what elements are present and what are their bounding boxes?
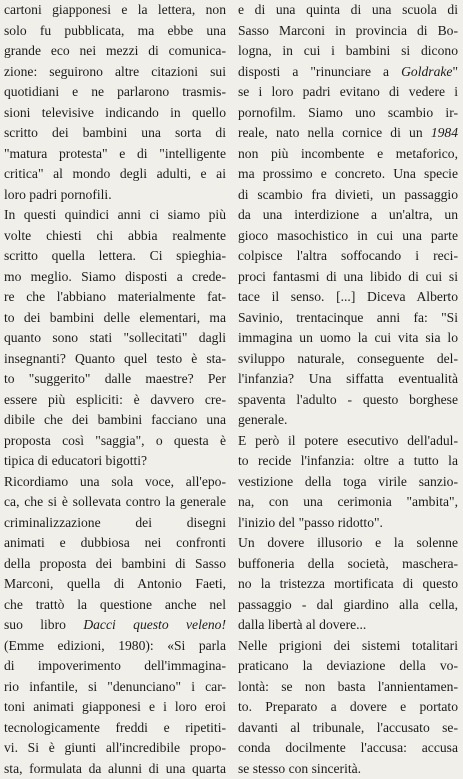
- text-line: da una interdizione a un'altra, un: [238, 205, 458, 226]
- text-line: insegnanti? Quanto quel testo è sta-: [4, 349, 226, 370]
- text-line: critica" al mondo degli adulti, e ai: [4, 164, 226, 185]
- text-line: l'infanzia? Una siffatta eventualità: [238, 369, 458, 390]
- text-line: sta, formulata da alunni di una quarta: [4, 759, 226, 779]
- right-text-column: [238, 0, 458, 779]
- text-line: cartoni giapponesi e la lettera, non: [4, 0, 226, 21]
- text-line: tipica di educatori bigotti?: [4, 451, 226, 472]
- text-line: mo meglio. Siamo disposti a crede-: [4, 267, 226, 288]
- text-line: Nelle prigioni dei sistemi totalitari: [238, 636, 458, 657]
- text-line: "matura protesta" e di "intelligente: [4, 144, 226, 165]
- text-line: vi. Si è giunti all'incredibile propo-: [4, 738, 226, 759]
- text-line: to recide l'infanzia: oltre a tutto la: [238, 451, 458, 472]
- text-line: reale, nato nella cornice di un 1984: [238, 123, 458, 144]
- text-line: criminalizzazione dei disegni: [4, 513, 226, 534]
- text-line: na, con una cerimonia "ambita",: [238, 492, 458, 513]
- text-line: loro padri pornofili.: [4, 185, 226, 206]
- text-line: dibile che dei bambini facciano una: [4, 410, 226, 431]
- text-line: logna, in cui i bambini si dicono: [238, 41, 458, 62]
- text-line: Ricordiamo una sola voce, all'epo-: [4, 472, 226, 493]
- text-line: essere più espliciti: è davvero cre-: [4, 390, 226, 411]
- text-line: animati e dubbiosa nei confronti: [4, 533, 226, 554]
- text-line: tecnologicamente freddi e ripetiti-: [4, 718, 226, 739]
- text-line: spaventa l'adulto - questo borghese: [238, 390, 458, 411]
- text-line: conda docilmente l'accusa: accusa: [238, 738, 458, 759]
- text-line: praticano la deviazione della vo-: [238, 656, 458, 677]
- text-line: grande eco nei mezzi di comunica-: [4, 41, 226, 62]
- text-line: proci fantasmi di una libido di cui si: [238, 267, 458, 288]
- text-line: dalla libertà al dovere...: [238, 615, 458, 636]
- text-line: pornofilm. Siamo uno scambio ir-: [238, 103, 458, 124]
- text-line: to "suggerito" dalle maestre? Per: [4, 369, 226, 390]
- text-line: disposti a "rinunciare a Goldrake": [238, 62, 458, 83]
- text-line: gioco masochistico in cui una parte: [238, 226, 458, 247]
- text-line: scritto quella lettera. Ci spieghia-: [4, 246, 226, 267]
- text-line: tace il senso. [...] Diceva Alberto: [238, 287, 458, 308]
- text-line: di impoverimento dell'immagina-: [4, 656, 226, 677]
- text-line: Un dovere illusorio e la solenne: [238, 533, 458, 554]
- text-line: e di una quinta di una scuola di: [238, 0, 458, 21]
- text-line: zione: seguirono altre citazioni sui: [4, 62, 226, 83]
- left-text-column: [4, 0, 226, 779]
- text-line: ma prossimo e concreto. Una specie: [238, 164, 458, 185]
- text-line: rio infantile, si "denunciano" i car-: [4, 677, 226, 698]
- text-line: to dei bambini delle elementari, ma: [4, 308, 226, 329]
- text-line: l'inizio del "passo ridotto".: [238, 513, 458, 534]
- text-line: proposta così "saggia", o questa è: [4, 431, 226, 452]
- text-line: vestizione della toga virile sanzio-: [238, 472, 458, 493]
- text-line: colpisce l'altra soffocando i reci-: [238, 246, 458, 267]
- text-line: solo fu pubblicata, ma ebbe una: [4, 21, 226, 42]
- text-line: sviluppo naturale, conseguente del-: [238, 349, 458, 370]
- text-line: della proposta dei bambini di Sasso: [4, 554, 226, 575]
- text-line: quotidiani e ne parlarono trasmis-: [4, 82, 226, 103]
- text-line: Savinio, trentacinque anni fa: "Si: [238, 308, 458, 329]
- text-line: passaggio - dal giardino alla cella,: [238, 595, 458, 616]
- text-line: se i loro padri evitano di vedere i: [238, 82, 458, 103]
- text-line: ca, che si è sollevata contro la generale: [4, 492, 226, 513]
- text-line: scritto dei bambini una sorta di: [4, 123, 226, 144]
- text-line: che trattò la questione anche nel: [4, 595, 226, 616]
- text-line: E però il potere esecutivo dell'adul-: [238, 431, 458, 452]
- text-line: quanto sono stati "sollecitati" dagli: [4, 328, 226, 349]
- text-line: davanti al tribunale, l'accusato se-: [238, 718, 458, 739]
- text-line: Marconi, quella di Antonio Faeti,: [4, 574, 226, 595]
- text-line: Sasso Marconi in provincia di Bo-: [238, 21, 458, 42]
- text-line: generale.: [238, 410, 458, 431]
- text-line: In questi quindici anni ci siamo più: [4, 205, 226, 226]
- text-line: volte chiesti chi abbia realmente: [4, 226, 226, 247]
- text-line: toni animati giapponesi e i loro eroi: [4, 697, 226, 718]
- text-line: no la tristezza mortificata di questo: [238, 574, 458, 595]
- text-line: (Emme edizioni, 1980): «Si parla: [4, 636, 226, 657]
- text-line: di scambio fra divieti, un passaggio: [238, 185, 458, 206]
- text-line: se stesso con sincerità.: [238, 759, 458, 779]
- text-line: suo libro Dacci questo veleno!: [4, 615, 226, 636]
- text-line: re che l'abbiano materialmente fat-: [4, 287, 226, 308]
- text-line: sioni televisive indicando in quello: [4, 103, 226, 124]
- text-line: immagina un uomo la cui vita sia lo: [238, 328, 458, 349]
- text-line: non più incombente e metaforico,: [238, 144, 458, 165]
- text-line: lontà: se non basta l'annientamen-: [238, 677, 458, 698]
- text-line: buffoneria della società, maschera-: [238, 554, 458, 575]
- text-line: to. Preparato a dovere e portato: [238, 697, 458, 718]
